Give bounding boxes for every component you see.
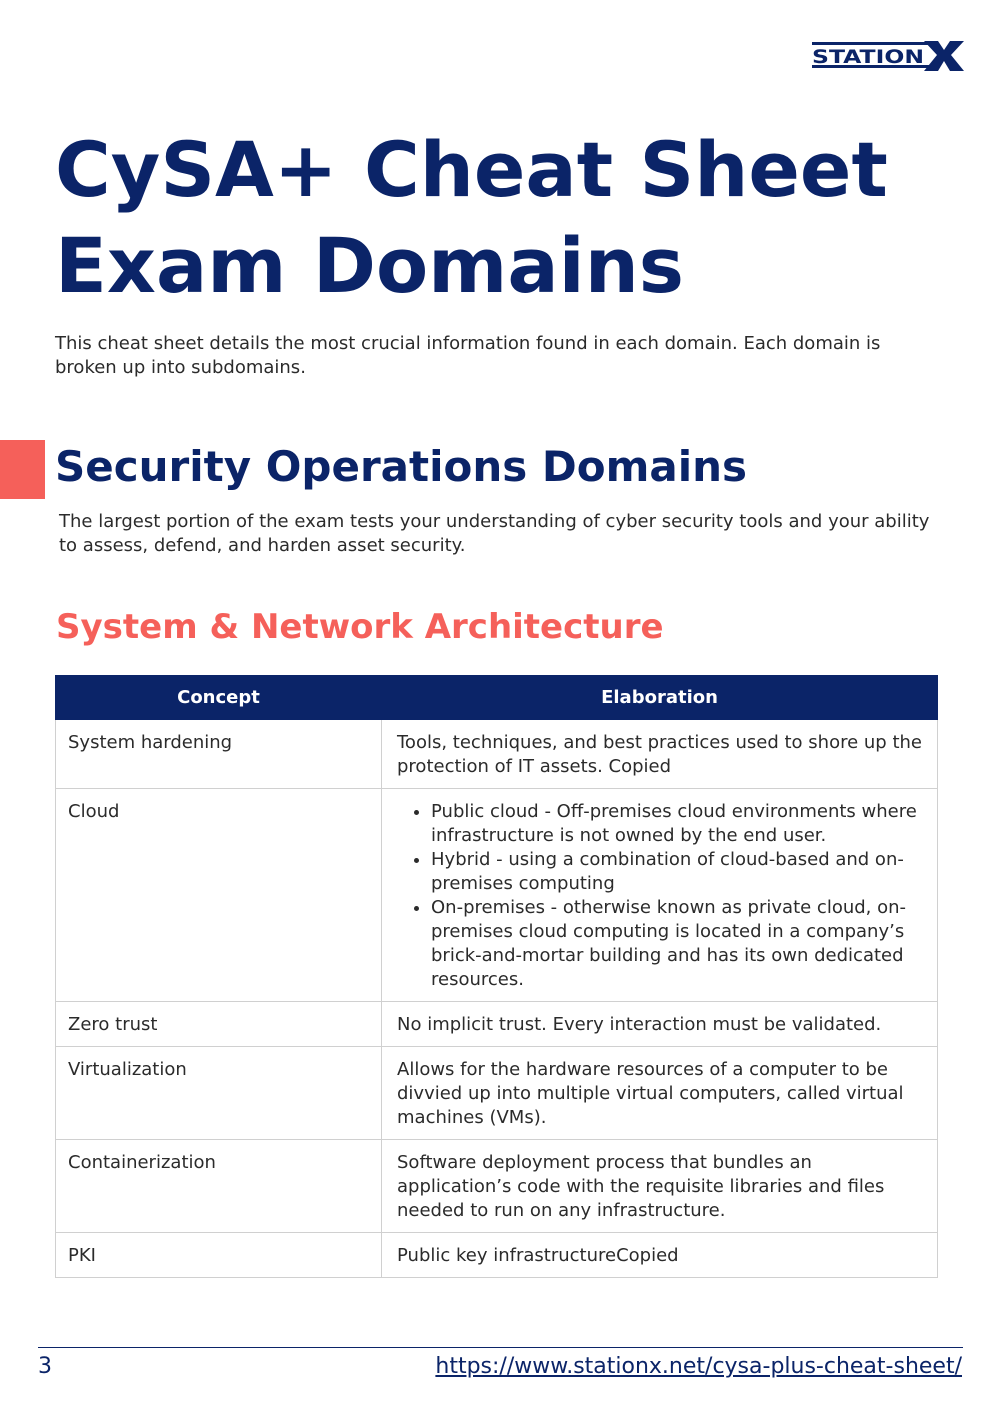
footer-url-link[interactable]: https://www.stationx.net/cysa-plus-cheat-sheet/ <box>435 1354 962 1379</box>
section-accent-bar <box>0 440 45 499</box>
column-header-concept: Concept <box>56 676 382 720</box>
table-header-row <box>56 676 938 720</box>
table-row <box>56 1002 938 1047</box>
elaboration-cell: Software deployment process that bundles an application’s code with the requisite libraries and files needed to run on any infrastructure. <box>382 1140 938 1233</box>
table-row <box>56 1047 938 1140</box>
concept-cell: PKI <box>56 1233 382 1278</box>
elaboration-cell: Allows for the hardware resources of a computer to be divvied up into multiple virtual computers, called virtual machines (VMs). <box>382 1047 938 1140</box>
table-row <box>56 1233 938 1278</box>
table-row <box>56 789 938 1002</box>
section-description: The largest portion of the exam tests your understanding of cyber security tools and your ability to assess, defend, and harden asset security. <box>59 511 930 556</box>
list-item: • Hybrid - using a combination of cloud-based and on-premises computing <box>431 848 923 896</box>
footer-divider <box>38 1347 963 1348</box>
cloud-bullet-list <box>397 800 923 992</box>
table-row <box>56 720 938 789</box>
title-line-1: CySA+ Cheat Sheet <box>55 125 888 214</box>
concept-cell: Zero trust <box>56 1002 382 1047</box>
column-header-elaboration: Elaboration <box>382 676 938 720</box>
title-line-2: Exam Domains <box>55 221 685 310</box>
stationx-logo-mark <box>808 38 964 74</box>
concepts-table <box>55 675 938 1278</box>
subsection-title: System & Network Architecture <box>56 607 664 647</box>
elaboration-cell: No implicit trust. Every interaction must be validated. <box>382 1002 938 1047</box>
elaboration-cell <box>382 789 938 1002</box>
page-number: 3 <box>38 1354 52 1379</box>
intro-text: This cheat sheet details the most crucial information found in each domain. Each domain is broken up into subdomains. <box>55 333 881 378</box>
svg-text:STATION: STATION <box>812 46 924 68</box>
concept-cell: Cloud <box>56 789 382 1002</box>
concept-cell: System hardening <box>56 720 382 789</box>
elaboration-cell: Tools, techniques, and best practices used to shore up the protection of IT assets. Copied <box>382 720 938 789</box>
concept-cell: Virtualization <box>56 1047 382 1140</box>
elaboration-cell: Public key infrastructureCopied <box>382 1233 938 1278</box>
list-item: • On-premises - otherwise known as private cloud, on-premises cloud computing is located in a company’s brick-and-mortar building and has its own dedicated resources. <box>431 896 923 992</box>
list-item: • Public cloud - Off-premises cloud environments where infrastructure is not owned by the end user. <box>431 800 923 848</box>
section-title: Security Operations Domains <box>55 442 747 491</box>
concept-cell: Containerization <box>56 1140 382 1233</box>
page-title <box>55 122 888 314</box>
table-row <box>56 1140 938 1233</box>
stationx-logo <box>808 38 964 74</box>
